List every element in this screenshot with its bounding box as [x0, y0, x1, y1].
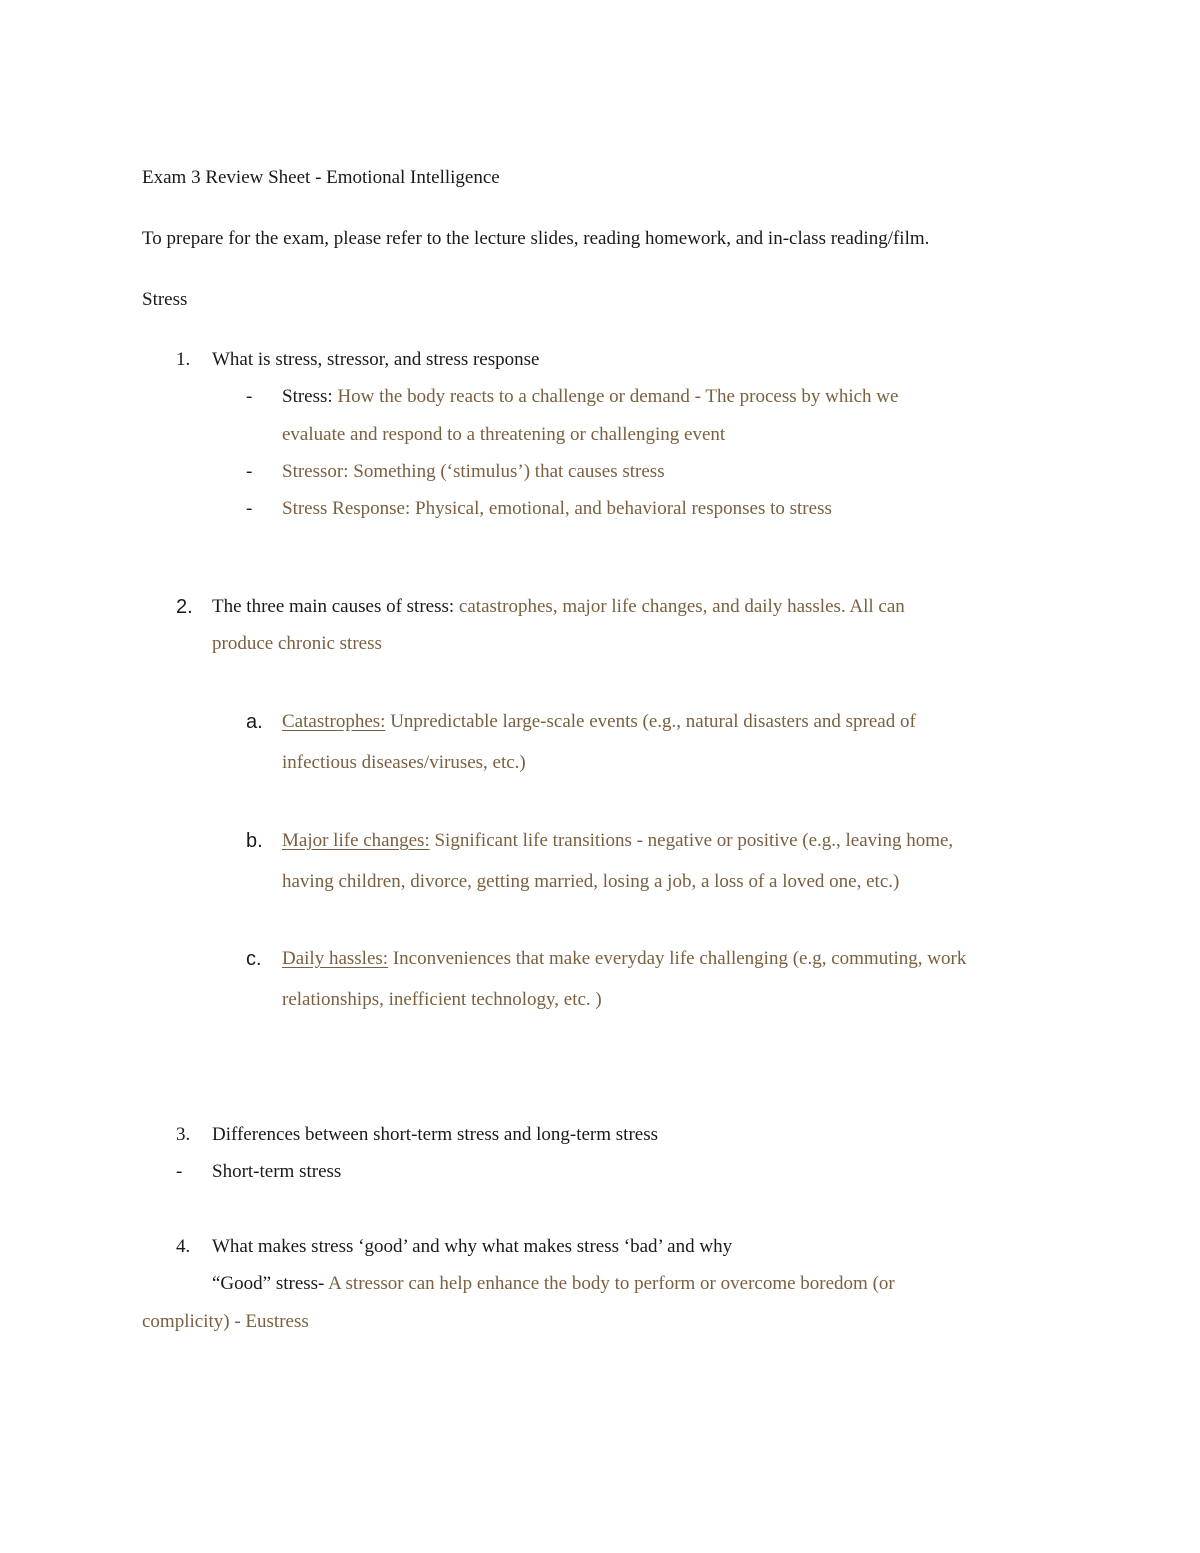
q2a-answer-line1: Unpredictable large-scale events (e.g., natural disasters and spread of — [385, 711, 916, 732]
q1-b1-answer-line2: evaluate and respond to a threatening or challenging event — [282, 424, 726, 445]
q4-good-label: “Good” stress- — [212, 1273, 325, 1294]
q4-number: 4. — [176, 1236, 191, 1257]
q1-b3-answer: Stress Response: Physical, emotional, and behavioral responses to stress — [282, 498, 832, 519]
q3-number: 3. — [176, 1124, 191, 1145]
intro-paragraph: To prepare for the exam, please refer to the lecture slides, reading homework, and in-class reading/film. — [142, 228, 930, 249]
q1-b2-dash: - — [246, 461, 253, 482]
q1-b2-answer: Stressor: Something (‘stimulus’) that causes stress — [282, 461, 665, 482]
q1-b1-answer-line1: How the body reacts to a challenge or demand - The process by which we — [332, 386, 899, 407]
q2a-line1 — [282, 710, 916, 734]
q3-dash: - — [176, 1161, 183, 1182]
q1-b1-dash: - — [246, 386, 253, 407]
q4-good-answer-line1: A stressor can help enhance the body to perform or overcome boredom (or — [324, 1273, 895, 1294]
q2-line1 — [212, 595, 905, 619]
q2b-answer-line1: Significant life transitions - negative or positive (e.g., leaving home, — [429, 830, 954, 851]
q2a-marker: a. — [246, 711, 263, 733]
q2-answer-line1: catastrophes, major life changes, and daily hassles. All can — [454, 596, 905, 617]
q2-number: 2. — [176, 596, 193, 618]
q2c-answer-line1: Inconveniences that make everyday life challenging (e.g, commuting, work — [388, 948, 967, 969]
document-title: Exam 3 Review Sheet - Emotional Intelligence — [142, 167, 500, 188]
q2a-label: Catastrophes: — [282, 711, 386, 732]
q2c-answer-line2: relationships, inefficient technology, etc. ) — [282, 989, 602, 1010]
q1-text: What is stress, stressor, and stress response — [212, 349, 540, 370]
q2b-answer-line2: having children, divorce, getting married, losing a job, a loss of a loved one, etc.) — [282, 871, 900, 892]
q4-good-line1 — [212, 1272, 895, 1296]
q3-text: Differences between short-term stress and long-term stress — [212, 1124, 659, 1145]
q4-text: What makes stress ‘good’ and why what makes stress ‘bad’ and why — [212, 1236, 733, 1257]
q2-text: The three main causes of stress: — [212, 596, 455, 617]
q2a-answer-line2: infectious diseases/viruses, etc.) — [282, 752, 526, 773]
q1-b3-dash: - — [246, 498, 253, 519]
q1-b1-line1 — [282, 385, 898, 409]
section-heading: Stress — [142, 289, 188, 310]
q2b-line1 — [282, 829, 953, 853]
q2c-line1 — [282, 947, 966, 971]
q4-good-answer-line2: complicity) - Eustress — [142, 1311, 309, 1332]
q3-sub: Short-term stress — [212, 1161, 342, 1182]
q2c-marker: c. — [246, 948, 262, 970]
q2b-marker: b. — [246, 830, 263, 852]
q1-b1-label: Stress: — [282, 386, 333, 407]
q2c-label: Daily hassles: — [282, 948, 389, 969]
q2-answer-line2: produce chronic stress — [212, 633, 382, 654]
q2b-label: Major life changes: — [282, 830, 430, 851]
q1-number: 1. — [176, 349, 191, 370]
